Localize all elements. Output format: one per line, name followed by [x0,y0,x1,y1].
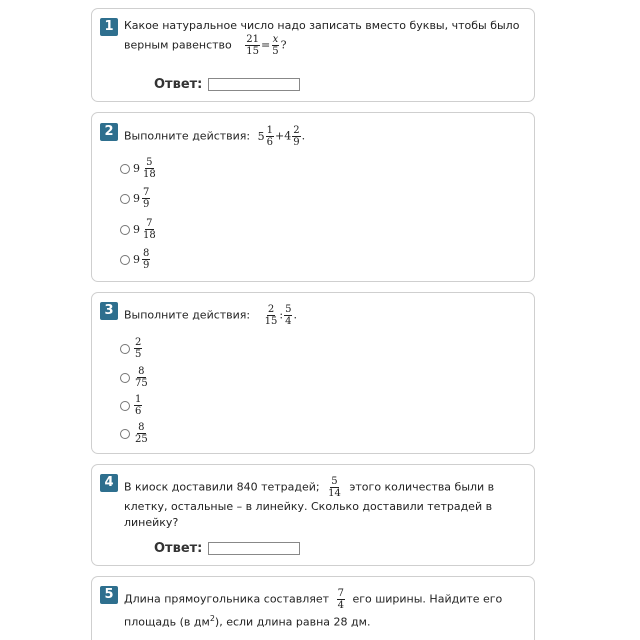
mixed-whole: 4 [284,129,292,143]
option-1[interactable] [120,337,143,360]
fraction-numerator: 7 [337,588,344,599]
fraction-numerator: 2 [135,337,142,348]
fraction-numerator: 7 [143,187,150,198]
fraction [245,34,260,57]
question-text-body: Какое натуральное число надо записать вместо буквы, чтобы было верным равенство [124,19,520,52]
fraction [142,218,157,241]
fraction [142,248,150,271]
question-number: 2 [100,123,118,141]
fraction-denominator: 9 [293,137,300,148]
fraction [284,304,292,327]
fraction [134,337,142,360]
option-4[interactable] [120,422,150,445]
mixed-whole: 9 [133,253,140,266]
answer-label: Ответ: [154,541,203,556]
question-card-4 [91,464,535,566]
question-text-end: ), если длина равна 28 дм. [214,615,371,629]
answer-input[interactable] [208,78,300,91]
mixed-whole: 9 [133,192,140,205]
fraction [292,125,300,148]
fraction [327,476,342,499]
fraction-denominator: 14 [328,488,341,499]
fraction [271,34,279,57]
fraction [134,422,149,445]
fraction [337,588,345,611]
fraction-denominator: 4 [337,600,344,611]
question-text [124,18,520,57]
answer-row [154,77,300,92]
fraction-denominator: 5 [135,349,142,360]
fraction-numerator: 8 [143,248,150,259]
fraction-numerator: x [272,34,279,45]
option-3[interactable] [120,218,158,241]
question-text-continued: его ширины. Найдите его [352,592,503,606]
fraction-numerator: 7 [146,218,153,229]
fraction [134,366,149,389]
fraction-numerator: 5 [285,304,292,315]
question-text [124,588,520,631]
fraction [264,304,279,327]
equals-sign: = [260,38,271,52]
option-4[interactable] [120,248,151,271]
fraction-denominator: 75 [135,378,148,389]
radio-button[interactable] [120,255,130,265]
fraction-denominator: 6 [135,406,142,417]
question-mark: ? [280,38,287,52]
fraction-numerator: 21 [246,34,259,45]
period: . [301,129,306,143]
question-text-body: В киоск доставили 840 тетрадей; [124,480,320,494]
mixed-whole: 9 [133,223,140,236]
radio-button[interactable] [120,373,130,383]
fraction-denominator: 25 [135,434,148,445]
radio-button[interactable] [120,225,130,235]
question-text [124,304,520,327]
radio-button[interactable] [120,194,130,204]
fraction-denominator: 6 [266,137,274,148]
question-card-5 [91,576,535,640]
fraction-denominator: 18 [143,169,156,180]
fraction [266,125,274,148]
fraction-numerator: 1 [135,394,142,405]
fraction-denominator: 9 [143,199,150,210]
question-text-continued: этого количества были в клетку, остальные – в линейку. Сколько доставили тетрадей в линейку? [124,480,495,529]
question-text [124,476,520,531]
question-text-area: площадь (в дм [124,615,210,629]
question-number: 4 [100,474,118,492]
radio-button[interactable] [120,401,130,411]
fraction [142,187,150,210]
fraction-numerator: 8 [138,422,145,433]
radio-button[interactable] [120,344,130,354]
fraction-denominator: 15 [246,46,259,57]
answer-row [154,541,300,556]
radio-button[interactable] [120,429,130,439]
fraction-numerator: 8 [138,366,145,377]
mixed-whole: 9 [133,162,140,175]
fraction-denominator: 15 [264,316,278,327]
question-number: 1 [100,18,118,36]
mixed-whole: 5 [257,129,265,143]
fraction-numerator: 2 [267,304,275,315]
option-1[interactable] [120,157,158,180]
question-card-3 [91,292,535,454]
question-number: 5 [100,586,118,604]
operator: + [275,129,285,143]
question-number: 3 [100,302,118,320]
fraction [134,394,142,417]
fraction-denominator: 5 [272,46,279,57]
answer-input[interactable] [208,542,300,555]
question-text-body: Выполните действия: [124,129,251,143]
answer-label: Ответ: [154,77,203,92]
question-text-body: Длина прямоугольника составляет [124,592,330,606]
superscript: 2 [209,614,215,623]
question-card-1 [91,8,535,102]
fraction [142,157,157,180]
fraction-denominator: 4 [285,316,292,327]
option-2[interactable] [120,187,151,210]
option-2[interactable] [120,366,150,389]
fraction-denominator: 9 [143,260,150,271]
fraction-numerator: 5 [146,157,153,168]
question-text [124,125,520,148]
option-3[interactable] [120,394,143,417]
fraction-numerator: 5 [331,476,338,487]
fraction-numerator: 1 [266,125,274,136]
question-text-body: Выполните действия: [124,308,251,322]
fraction-denominator: 18 [143,230,156,241]
fraction-numerator: 2 [293,125,300,136]
radio-button[interactable] [120,164,130,174]
period: . [293,308,297,322]
question-card-2 [91,112,535,282]
operator: : [279,308,284,322]
